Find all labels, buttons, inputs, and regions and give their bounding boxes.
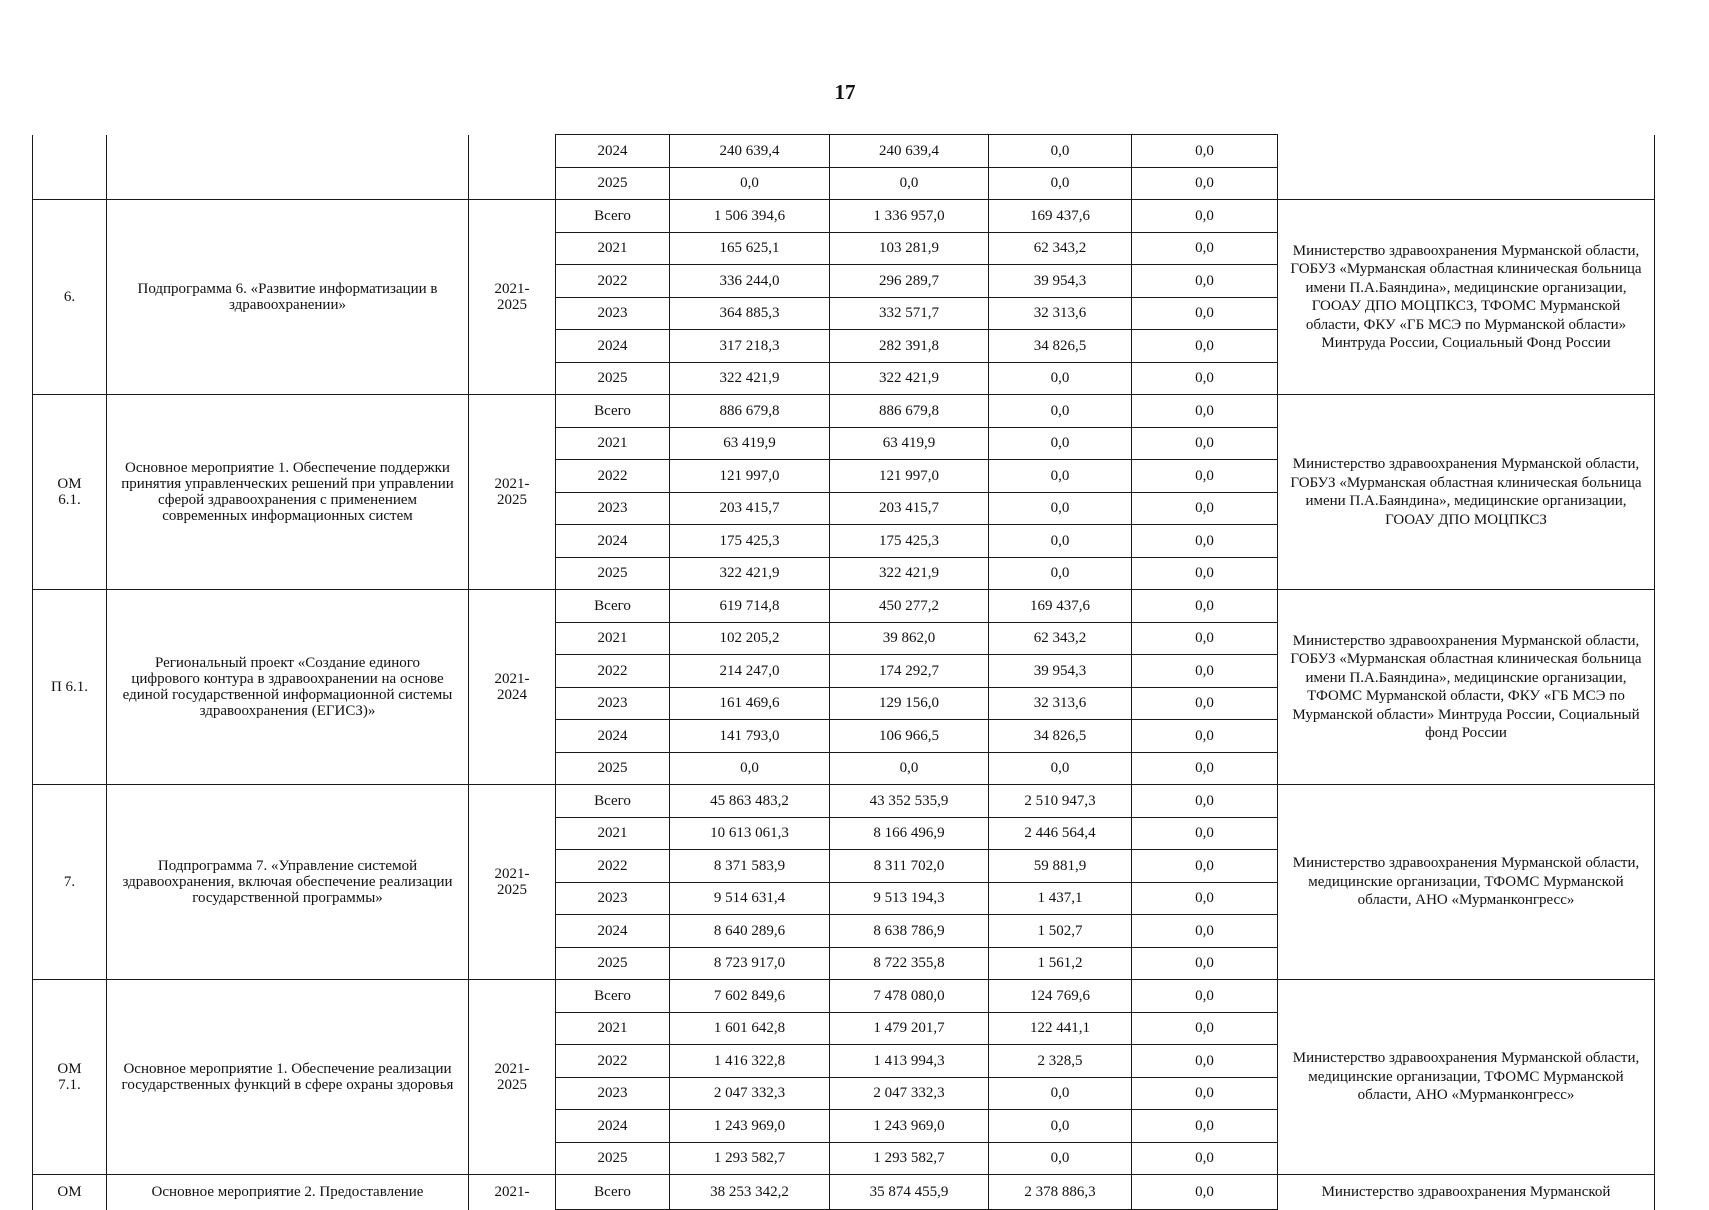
total-cell: 8 371 583,9 (670, 850, 830, 883)
regional-budget-cell: 0,0 (830, 752, 989, 785)
table-row (33, 785, 1655, 818)
total-cell: 364 885,3 (670, 297, 830, 330)
year-cell: 2023 (556, 492, 670, 525)
section-number-cell: ОМ (33, 1175, 107, 1210)
regional-budget-cell: 8 166 496,9 (830, 817, 989, 850)
section-period-cell: 2021- (469, 1175, 556, 1210)
regional-budget-cell: 8 311 702,0 (830, 850, 989, 883)
year-cell: 2023 (556, 882, 670, 915)
year-cell: 2025 (556, 947, 670, 980)
section-name-cell: Основное мероприятие 1. Обеспечение реализации государственных функций в сфере охраны здоровья (107, 980, 469, 1175)
year-cell: 2022 (556, 460, 670, 493)
federal-budget-cell: 0,0 (989, 362, 1132, 395)
table-row (33, 200, 1655, 233)
total-cell: 0,0 (670, 167, 830, 200)
regional-budget-cell: 63 419,9 (830, 427, 989, 460)
year-cell: 2023 (556, 1077, 670, 1110)
regional-budget-cell: 203 415,7 (830, 492, 989, 525)
section-period-cell: 2021- 2025 (469, 395, 556, 590)
section-name-cell: Подпрограмма 7. «Управление системой здравоохранения, включая обеспечение реализации государственной программы» (107, 785, 469, 980)
section-responsible-cell: Министерство здравоохранения Мурманской области, ГОБУЗ «Мурманская областная клиническая больница имени П.А.Баяндина», медицинские организации, ГООАУ ДПО МОЦПКСЗ (1278, 395, 1655, 590)
regional-budget-cell: 1 243 969,0 (830, 1110, 989, 1143)
section-period-cell: 2021- 2025 (469, 200, 556, 395)
year-cell: Всего (556, 1175, 670, 1210)
federal-budget-cell: 169 437,6 (989, 590, 1132, 623)
other-sources-cell: 0,0 (1132, 882, 1278, 915)
other-sources-cell: 0,0 (1132, 1045, 1278, 1078)
year-cell: 2025 (556, 752, 670, 785)
other-sources-cell: 0,0 (1132, 265, 1278, 298)
year-cell: 2021 (556, 1012, 670, 1045)
other-sources-cell: 0,0 (1132, 460, 1278, 493)
table-row (33, 135, 1655, 168)
other-sources-cell: 0,0 (1132, 362, 1278, 395)
total-cell: 10 613 061,3 (670, 817, 830, 850)
federal-budget-cell: 124 769,6 (989, 980, 1132, 1013)
federal-budget-cell: 0,0 (989, 557, 1132, 590)
other-sources-cell: 0,0 (1132, 1012, 1278, 1045)
federal-budget-cell: 2 328,5 (989, 1045, 1132, 1078)
regional-budget-cell: 175 425,3 (830, 525, 989, 558)
federal-budget-cell: 34 826,5 (989, 330, 1132, 363)
total-cell: 619 714,8 (670, 590, 830, 623)
other-sources-cell: 0,0 (1132, 200, 1278, 233)
regional-budget-cell: 35 874 455,9 (830, 1175, 989, 1210)
total-cell: 2 047 332,3 (670, 1077, 830, 1110)
total-cell: 141 793,0 (670, 720, 830, 753)
regional-budget-cell: 296 289,7 (830, 265, 989, 298)
total-cell: 121 997,0 (670, 460, 830, 493)
federal-budget-cell: 0,0 (989, 492, 1132, 525)
carry-over-responsible-cell (1278, 135, 1655, 200)
table-row (33, 395, 1655, 428)
federal-budget-cell: 2 510 947,3 (989, 785, 1132, 818)
regional-budget-cell: 1 293 582,7 (830, 1142, 989, 1175)
regional-budget-cell: 7 478 080,0 (830, 980, 989, 1013)
year-cell: Всего (556, 590, 670, 623)
other-sources-cell: 0,0 (1132, 947, 1278, 980)
regional-budget-cell: 9 513 194,3 (830, 882, 989, 915)
section-responsible-cell: Министерство здравоохранения Мурманской области, ГОБУЗ «Мурманская областная клиническая больница имени П.А.Баяндина», медицинские организации, ГООАУ ДПО МОЦПКСЗ, ТФОМС Мурманской области, ФКУ «ГБ МСЭ по Мурманской области» Минтруда России, Социальный Фонд России (1278, 200, 1655, 395)
section-period-cell: 2021- 2024 (469, 590, 556, 785)
other-sources-cell: 0,0 (1132, 1110, 1278, 1143)
regional-budget-cell: 43 352 535,9 (830, 785, 989, 818)
federal-budget-cell: 1 561,2 (989, 947, 1132, 980)
total-cell: 322 421,9 (670, 557, 830, 590)
other-sources-cell: 0,0 (1132, 915, 1278, 948)
federal-budget-cell: 62 343,2 (989, 622, 1132, 655)
federal-budget-cell: 39 954,3 (989, 655, 1132, 688)
year-cell: 2021 (556, 622, 670, 655)
year-cell: 2024 (556, 1110, 670, 1143)
federal-budget-cell: 1 437,1 (989, 882, 1132, 915)
regional-budget-cell: 282 391,8 (830, 330, 989, 363)
regional-budget-cell: 8 722 355,8 (830, 947, 989, 980)
total-cell: 0,0 (670, 752, 830, 785)
federal-budget-cell: 0,0 (989, 167, 1132, 200)
total-cell: 7 602 849,6 (670, 980, 830, 1013)
regional-budget-cell: 0,0 (830, 167, 989, 200)
other-sources-cell: 0,0 (1132, 655, 1278, 688)
total-cell: 102 205,2 (670, 622, 830, 655)
carry-over-period-cell (469, 135, 556, 200)
table-row (33, 1175, 1655, 1210)
total-cell: 9 514 631,4 (670, 882, 830, 915)
year-cell: 2021 (556, 232, 670, 265)
federal-budget-cell: 1 502,7 (989, 915, 1132, 948)
year-cell: 2023 (556, 687, 670, 720)
federal-budget-cell: 0,0 (989, 1142, 1132, 1175)
federal-budget-cell: 32 313,6 (989, 297, 1132, 330)
year-cell: Всего (556, 980, 670, 1013)
section-number-cell: П 6.1. (33, 590, 107, 785)
section-name-cell: Региональный проект «Создание единого цифрового контура в здравоохранении на основе единой государственной информационной системы здравоохранения (ЕГИСЗ)» (107, 590, 469, 785)
table-row (33, 590, 1655, 623)
budget-table-body (33, 135, 1655, 1210)
other-sources-cell: 0,0 (1132, 1077, 1278, 1110)
other-sources-cell: 0,0 (1132, 167, 1278, 200)
other-sources-cell: 0,0 (1132, 1175, 1278, 1210)
year-cell: 2025 (556, 557, 670, 590)
year-cell: Всего (556, 200, 670, 233)
year-cell: Всего (556, 395, 670, 428)
year-cell: 2022 (556, 265, 670, 298)
year-cell: 2022 (556, 850, 670, 883)
federal-budget-cell: 59 881,9 (989, 850, 1132, 883)
other-sources-cell: 0,0 (1132, 525, 1278, 558)
other-sources-cell: 0,0 (1132, 232, 1278, 265)
regional-budget-cell: 39 862,0 (830, 622, 989, 655)
year-cell: 2022 (556, 1045, 670, 1078)
total-cell: 240 639,4 (670, 135, 830, 168)
federal-budget-cell: 0,0 (989, 135, 1132, 168)
year-cell: 2022 (556, 655, 670, 688)
carry-over-name-cell (107, 135, 469, 200)
other-sources-cell: 0,0 (1132, 817, 1278, 850)
total-cell: 322 421,9 (670, 362, 830, 395)
federal-budget-cell: 0,0 (989, 427, 1132, 460)
section-responsible-cell: Министерство здравоохранения Мурманской области, медицинские организации, ТФОМС Мурманской области, АНО «Мурманконгресс» (1278, 785, 1655, 980)
year-cell: 2021 (556, 427, 670, 460)
section-name-cell: Основное мероприятие 2. Предоставление (107, 1175, 469, 1210)
federal-budget-cell: 0,0 (989, 460, 1132, 493)
total-cell: 1 416 322,8 (670, 1045, 830, 1078)
federal-budget-cell: 32 313,6 (989, 687, 1132, 720)
regional-budget-cell: 322 421,9 (830, 362, 989, 395)
other-sources-cell: 0,0 (1132, 590, 1278, 623)
regional-budget-cell: 2 047 332,3 (830, 1077, 989, 1110)
section-responsible-cell: Министерство здравоохранения Мурманской области, ГОБУЗ «Мурманская областная клиническая больница имени П.А.Баяндина», медицинские организации, ТФОМС Мурманской области, ФКУ «ГБ МСЭ по Мурманской области» Минтруда России, Социальный фонд России (1278, 590, 1655, 785)
regional-budget-cell: 106 966,5 (830, 720, 989, 753)
total-cell: 1 243 969,0 (670, 1110, 830, 1143)
section-number-cell: ОМ 6.1. (33, 395, 107, 590)
other-sources-cell: 0,0 (1132, 557, 1278, 590)
other-sources-cell: 0,0 (1132, 297, 1278, 330)
carry-over-num-cell (33, 135, 107, 200)
federal-budget-cell: 34 826,5 (989, 720, 1132, 753)
regional-budget-cell: 129 156,0 (830, 687, 989, 720)
federal-budget-cell: 0,0 (989, 752, 1132, 785)
other-sources-cell: 0,0 (1132, 720, 1278, 753)
year-cell: 2024 (556, 330, 670, 363)
other-sources-cell: 0,0 (1132, 850, 1278, 883)
regional-budget-cell: 103 281,9 (830, 232, 989, 265)
other-sources-cell: 0,0 (1132, 622, 1278, 655)
total-cell: 38 253 342,2 (670, 1175, 830, 1210)
regional-budget-cell: 240 639,4 (830, 135, 989, 168)
year-cell: 2024 (556, 525, 670, 558)
year-cell: 2021 (556, 817, 670, 850)
section-period-cell: 2021- 2025 (469, 785, 556, 980)
federal-budget-cell: 2 378 886,3 (989, 1175, 1132, 1210)
federal-budget-cell: 0,0 (989, 395, 1132, 428)
federal-budget-cell: 62 343,2 (989, 232, 1132, 265)
total-cell: 214 247,0 (670, 655, 830, 688)
federal-budget-cell: 0,0 (989, 525, 1132, 558)
other-sources-cell: 0,0 (1132, 427, 1278, 460)
budget-table (32, 134, 1655, 1210)
year-cell: 2025 (556, 167, 670, 200)
table-row (33, 980, 1655, 1013)
other-sources-cell: 0,0 (1132, 395, 1278, 428)
total-cell: 336 244,0 (670, 265, 830, 298)
total-cell: 203 415,7 (670, 492, 830, 525)
year-cell: 2024 (556, 135, 670, 168)
total-cell: 8 723 917,0 (670, 947, 830, 980)
total-cell: 161 469,6 (670, 687, 830, 720)
regional-budget-cell: 1 413 994,3 (830, 1045, 989, 1078)
section-name-cell: Основное мероприятие 1. Обеспечение поддержки принятия управленческих решений при управлении сферой здравоохранения с применением современных информационных систем (107, 395, 469, 590)
total-cell: 1 506 394,6 (670, 200, 830, 233)
total-cell: 1 293 582,7 (670, 1142, 830, 1175)
other-sources-cell: 0,0 (1132, 135, 1278, 168)
federal-budget-cell: 0,0 (989, 1110, 1132, 1143)
other-sources-cell: 0,0 (1132, 1142, 1278, 1175)
total-cell: 886 679,8 (670, 395, 830, 428)
year-cell: 2024 (556, 720, 670, 753)
regional-budget-cell: 322 421,9 (830, 557, 989, 590)
total-cell: 45 863 483,2 (670, 785, 830, 818)
other-sources-cell: 0,0 (1132, 752, 1278, 785)
total-cell: 165 625,1 (670, 232, 830, 265)
federal-budget-cell: 39 954,3 (989, 265, 1132, 298)
section-name-cell: Подпрограмма 6. «Развитие информатизации в здравоохранении» (107, 200, 469, 395)
year-cell: 2025 (556, 1142, 670, 1175)
total-cell: 63 419,9 (670, 427, 830, 460)
federal-budget-cell: 0,0 (989, 1077, 1132, 1110)
regional-budget-cell: 332 571,7 (830, 297, 989, 330)
other-sources-cell: 0,0 (1132, 492, 1278, 525)
other-sources-cell: 0,0 (1132, 980, 1278, 1013)
total-cell: 175 425,3 (670, 525, 830, 558)
other-sources-cell: 0,0 (1132, 330, 1278, 363)
federal-budget-cell: 122 441,1 (989, 1012, 1132, 1045)
year-cell: Всего (556, 785, 670, 818)
section-number-cell: 6. (33, 200, 107, 395)
section-responsible-cell: Министерство здравоохранения Мурманской области, медицинские организации, ТФОМС Мурманской области, АНО «Мурманконгресс» (1278, 980, 1655, 1175)
regional-budget-cell: 8 638 786,9 (830, 915, 989, 948)
federal-budget-cell: 169 437,6 (989, 200, 1132, 233)
section-responsible-cell: Министерство здравоохранения Мурманской (1278, 1175, 1655, 1210)
year-cell: 2024 (556, 915, 670, 948)
regional-budget-cell: 1 336 957,0 (830, 200, 989, 233)
year-cell: 2025 (556, 362, 670, 395)
total-cell: 1 601 642,8 (670, 1012, 830, 1045)
regional-budget-cell: 174 292,7 (830, 655, 989, 688)
regional-budget-cell: 886 679,8 (830, 395, 989, 428)
page-number: 17 (834, 80, 856, 104)
section-number-cell: ОМ 7.1. (33, 980, 107, 1175)
regional-budget-cell: 121 997,0 (830, 460, 989, 493)
total-cell: 317 218,3 (670, 330, 830, 363)
regional-budget-cell: 1 479 201,7 (830, 1012, 989, 1045)
federal-budget-cell: 2 446 564,4 (989, 817, 1132, 850)
section-number-cell: 7. (33, 785, 107, 980)
year-cell: 2023 (556, 297, 670, 330)
other-sources-cell: 0,0 (1132, 785, 1278, 818)
other-sources-cell: 0,0 (1132, 687, 1278, 720)
regional-budget-cell: 450 277,2 (830, 590, 989, 623)
section-period-cell: 2021- 2025 (469, 980, 556, 1175)
total-cell: 8 640 289,6 (670, 915, 830, 948)
